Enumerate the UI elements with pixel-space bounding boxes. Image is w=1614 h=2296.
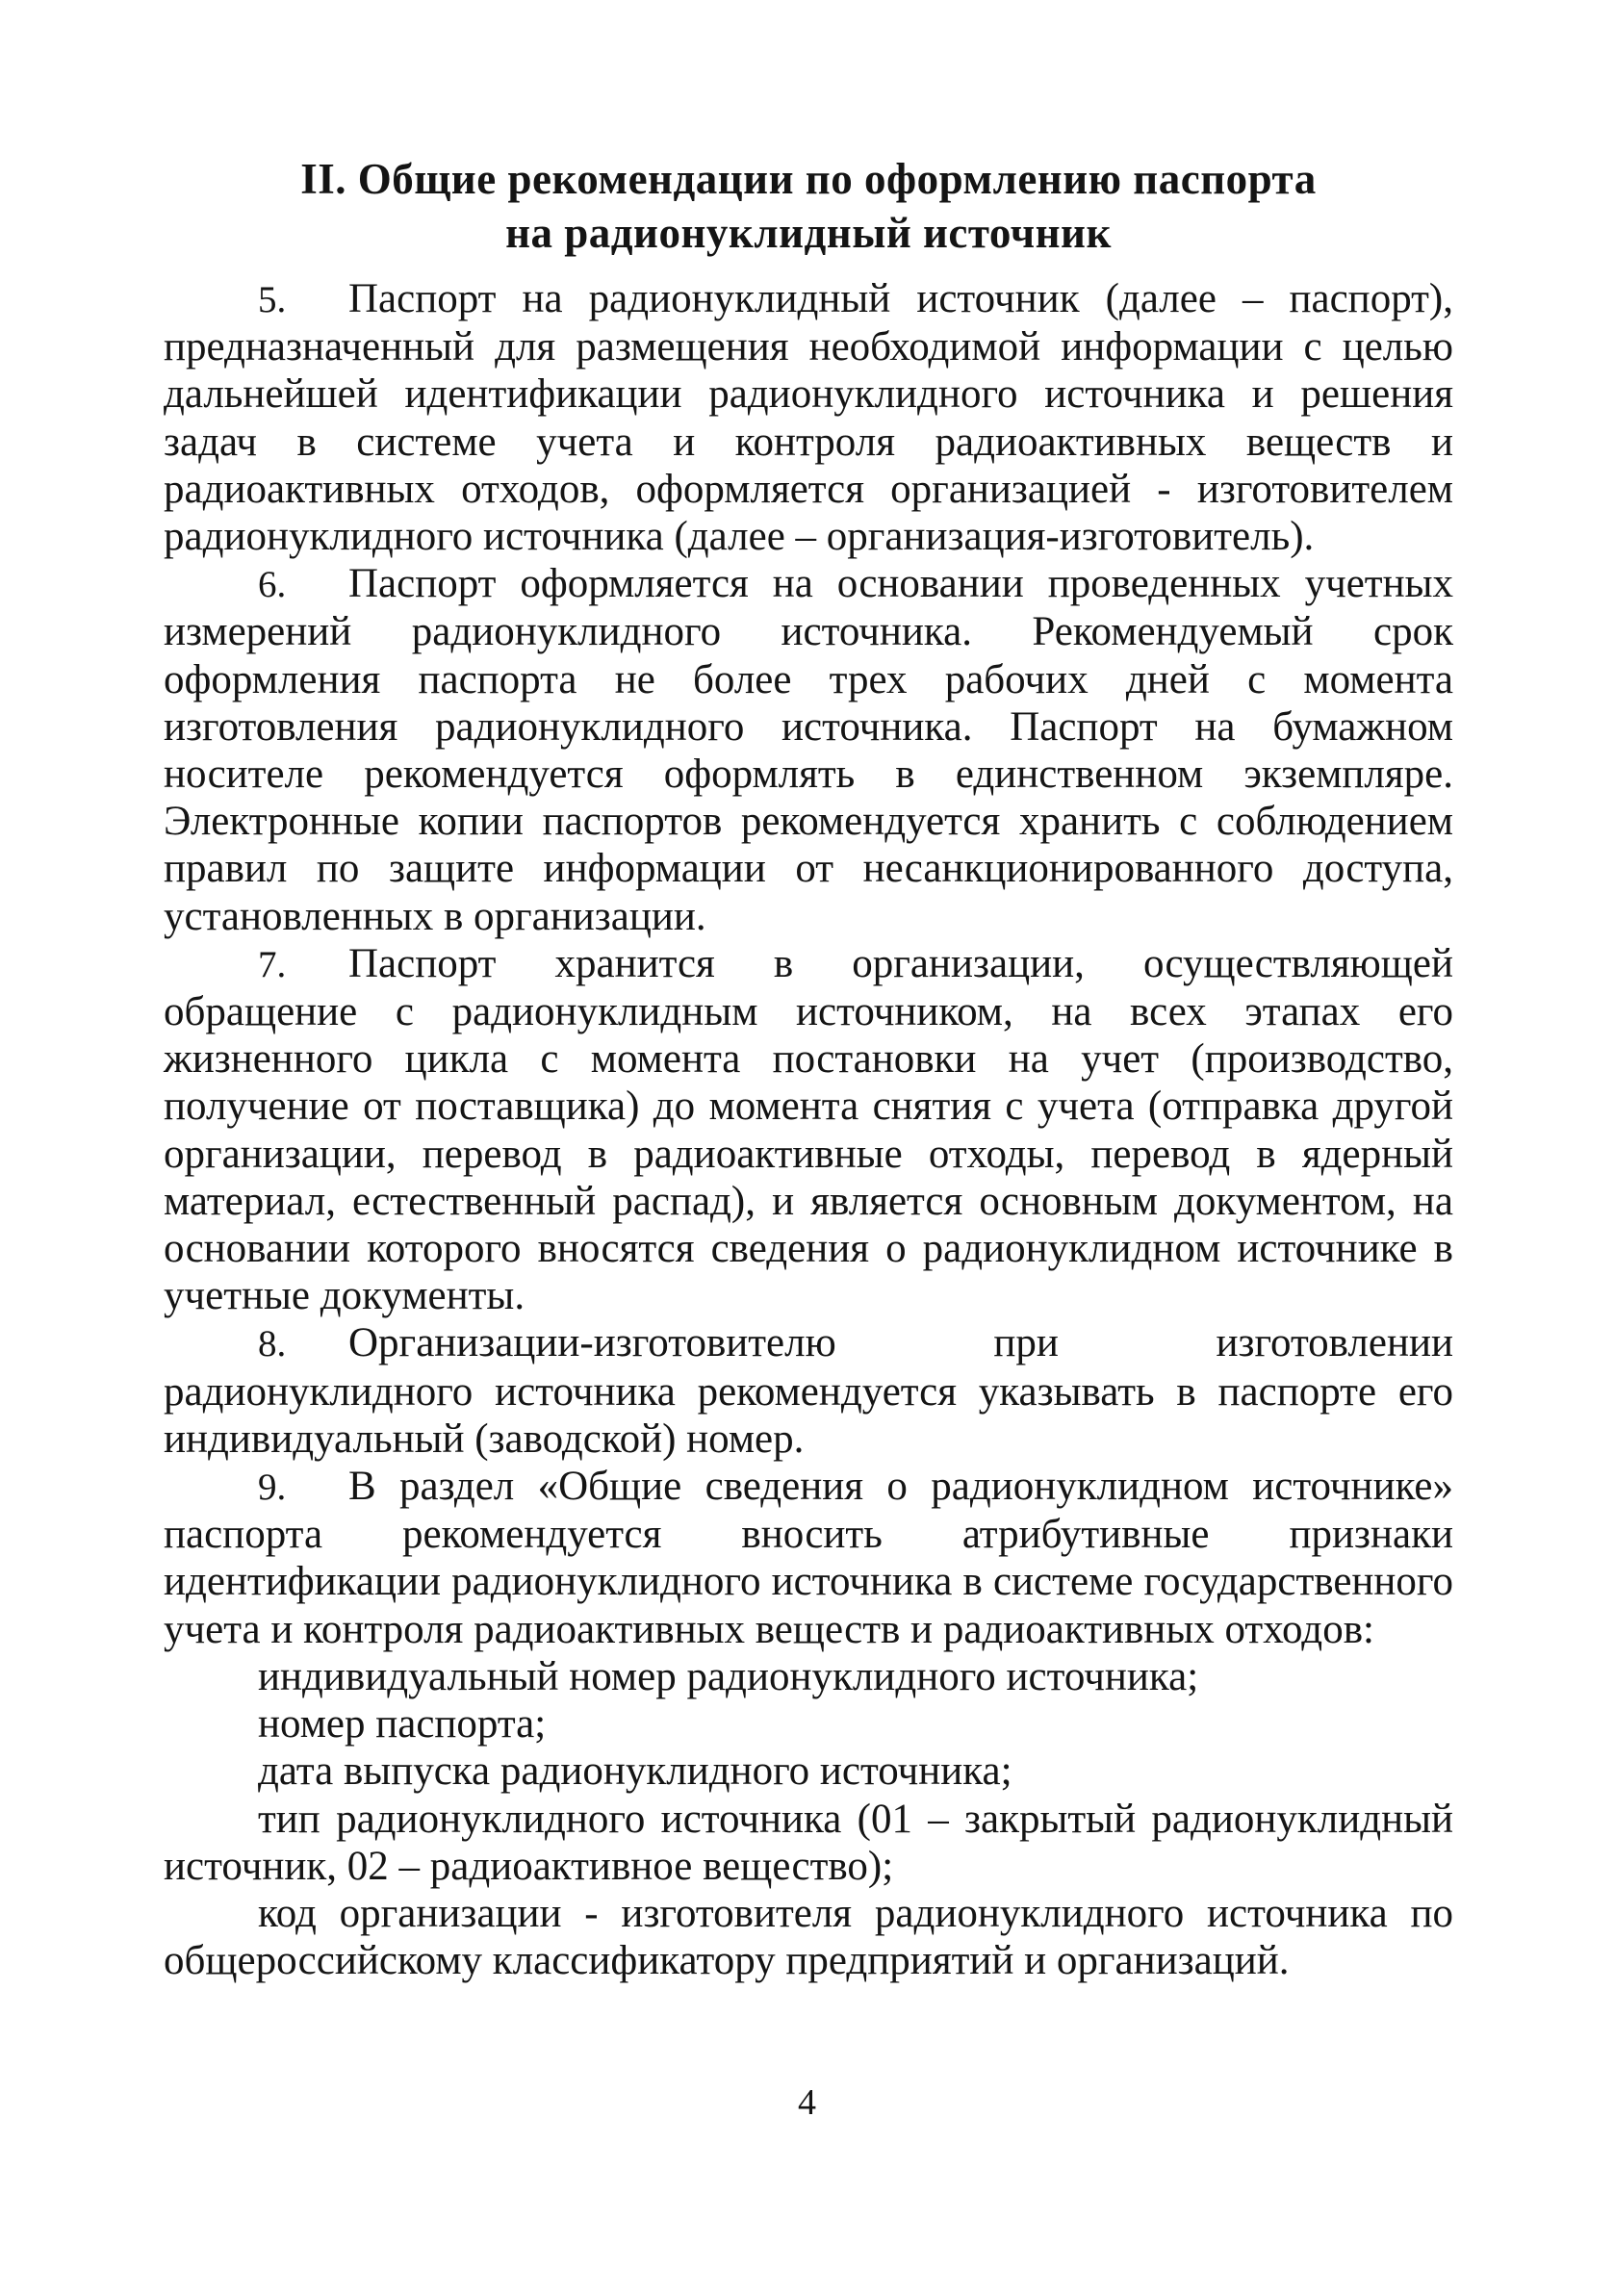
paragraph-number: 8. [258,1323,287,1365]
page-number: 4 [798,2082,816,2123]
paragraph-text: Паспорт хранится в организации, осуществляющей обращение с радионуклидным источником, на всех этапах его жизненного цикла с момента постановки на учет (производство, получение от поставщика) до момента снятия с учета (отправка другой организации, перевод в радиоактивные отходы, перевод в ядерный материал, естественный распад), и является основным документом, на основании которого вносятся сведения о радионуклидном источнике в учетные документы. [164,940,1453,1319]
paragraph-number: 6. [258,564,287,606]
list-item: код организации - изготовителя радионуклидного источника по общероссийскому классификатору предприятий и организаций. [164,1890,1453,1984]
paragraph-5 [164,275,1453,560]
section-heading-line-2: на радионуклидный источник [505,209,1112,257]
paragraph-text: Паспорт на радионуклидный источник (далее – паспорт), предназначенный для размещения необходимой информации с целью дальнейшей идентификации радионуклидного источника и решения задач в системе учета и контроля радиоактивных веществ и радиоактивных отходов, оформляется организацией - изготовителем радионуклидного источника (далее – организация-изготовитель). [164,276,1453,560]
paragraph-text: Организации-изготовителю при изготовлении радионуклидного источника рекомендуется указывать в паспорте его индивидуальный (заводской) номер. [164,1320,1453,1462]
list-item: индивидуальный номер радионуклидного источника; [258,1653,1199,1699]
section-heading-line-1: II. Общие рекомендации по оформлению паспорта [300,155,1317,203]
list-item: тип радионуклидного источника (01 – закрытый радионуклидный источник, 02 – радиоактивное вещество); [164,1796,1453,1889]
list-item: номер паспорта; [258,1701,547,1748]
document-body [164,275,1453,1984]
list-item: дата выпуска радионуклидного источника; [258,1748,1012,1795]
paragraph-text: В раздел «Общие сведения о радионуклидном источнике» паспорта рекомендуется вносить атрибутивные признаки идентификации радионуклидного источника в системе государственного учета и контроля радиоактивных веществ и радиоактивных отходов: [164,1464,1453,1652]
paragraph-8 [164,1319,1453,1463]
paragraph-7 [164,940,1453,1320]
paragraph-9 [164,1463,1453,1653]
paragraph-number: 5. [258,279,287,320]
section-heading [164,152,1453,260]
paragraph-text: Паспорт оформляется на основании проведенных учетных измерений радионуклидного источника. Рекомендуемый срок оформления паспорта не более трех рабочих дней с момента изготовления радионуклидного источника. Паспорт на бумажном носителе рекомендуется оформлять в единственном экземпляре. Электронные копии паспортов рекомендуется хранить с соблюдением правил по защите информации от несанкционированного доступа, установленных в организации. [164,561,1453,939]
paragraph-6 [164,560,1453,940]
paragraph-number: 9. [258,1467,287,1509]
paragraph-number: 7. [258,943,287,985]
